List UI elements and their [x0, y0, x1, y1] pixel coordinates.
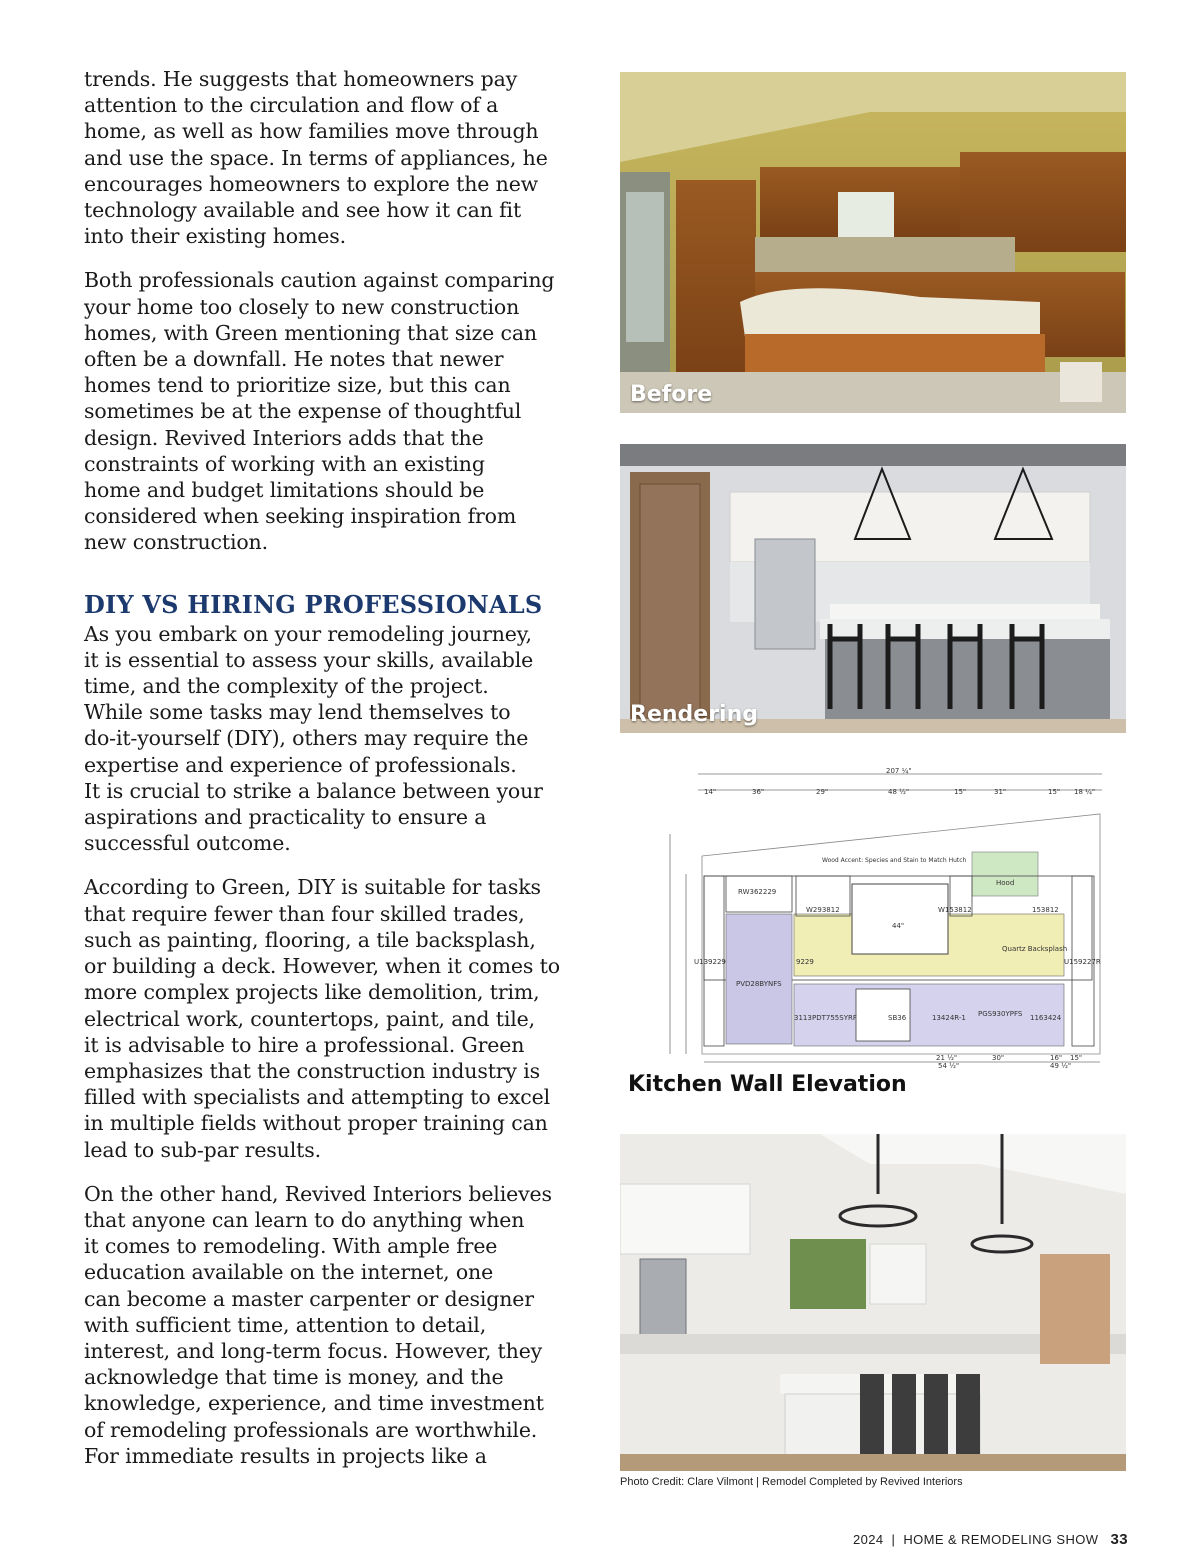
text-line: electrical work, countertops, paint, and tile,: [84, 1006, 536, 1031]
text-line: While some tasks may lend themselves to: [84, 700, 511, 725]
text-line: often be a downfall. He notes that newer: [84, 347, 504, 372]
footer-title: HOME & REMODELING SHOW: [903, 1532, 1099, 1547]
text-line: constraints of working with an existing: [84, 451, 485, 476]
text-line: or building a deck. However, when it comes to: [84, 954, 560, 979]
rendering-label: Rendering: [630, 702, 758, 727]
text-line: time, and the complexity of the project.: [84, 674, 489, 699]
elev-bottom-dims: [936, 1054, 1082, 1069]
elev-top-dim: 18 ¼": [1074, 788, 1096, 796]
text-line: expertise and experience of professionals.: [84, 752, 517, 777]
paragraph-4: [84, 874, 584, 1162]
elev-code: 1163424: [1030, 1014, 1062, 1022]
text-line: home and budget limitations should be: [84, 478, 485, 503]
article-text-column: [84, 66, 584, 1487]
elev-overall-width: 207 ¼": [886, 767, 912, 775]
text-line: it comes to remodeling. With ample free: [84, 1234, 498, 1259]
text-line: design. Revived Interiors adds that the: [84, 425, 484, 450]
page-footer: [853, 1531, 1128, 1548]
elev-top-dim: 15": [1048, 788, 1061, 796]
elev-top-dim: 36": [752, 788, 765, 796]
before-kitchen-illustration: [620, 72, 1126, 413]
text-line: can become a master carpenter or designer: [84, 1286, 534, 1311]
elev-top-dim: 14": [704, 788, 717, 796]
elev-code: PDT755SYRF: [812, 1014, 857, 1022]
before-photo: [620, 72, 1126, 413]
text-line: attention to the circulation and flow of a: [84, 93, 499, 118]
elev-bottom-dim: 15": [1070, 1054, 1083, 1062]
text-line: homes tend to prioritize size, but this can: [84, 373, 511, 398]
section-heading: DIY VS HIRING PROFESSIONALS: [84, 589, 543, 619]
text-line: that require fewer than four skilled trades,: [84, 901, 525, 926]
text-line: such as painting, flooring, a tile backsplash,: [84, 927, 536, 952]
footer-year: 2024: [852, 1532, 884, 1547]
elev-top-dim: 31": [994, 788, 1007, 796]
elev-top-dim: 15": [954, 788, 967, 796]
elev-code: U159227R: [1064, 958, 1101, 966]
elevation-illustration: [620, 764, 1126, 1069]
text-line: successful outcome.: [84, 831, 291, 856]
elev-code: PVD28BYNFS: [736, 980, 782, 988]
text-line: that anyone can learn to do anything when: [84, 1207, 525, 1232]
elev-code: U139229: [694, 958, 726, 966]
elev-top-dim: 29": [816, 788, 829, 796]
finished-kitchen-photo: [620, 1134, 1126, 1471]
text-line: your home too closely to new construction: [84, 294, 520, 319]
elevation-label: Kitchen Wall Elevation: [628, 1072, 907, 1097]
elev-bottom-dim: 21 ½": [936, 1054, 958, 1062]
before-label: Before: [630, 382, 713, 407]
text-line: homes, with Green mentioning that size can: [84, 320, 537, 345]
text-line: encourages homeowners to explore the new: [84, 171, 539, 196]
paragraph-5: [84, 1181, 584, 1469]
text-line: and use the space. In terms of appliances, he: [84, 145, 548, 170]
elev-code: 13424R-1: [932, 1014, 966, 1022]
elev-code: 3113: [794, 1014, 812, 1022]
text-line: technology available and see how it can fit: [84, 198, 522, 223]
text-line: it is essential to assess your skills, available: [84, 647, 534, 672]
elev-code: PGS930YPFS: [978, 1010, 1023, 1018]
paragraph-1: [84, 66, 584, 249]
text-line: lead to sub-par results.: [84, 1137, 321, 1162]
elev-bottom-dim: 49 ½": [1050, 1062, 1072, 1069]
text-line: considered when seeking inspiration from: [84, 504, 517, 529]
text-line: sometimes be at the expense of thoughtful: [84, 399, 522, 424]
elev-top-dim: 48 ½": [888, 788, 910, 796]
paragraph-3: [84, 621, 584, 857]
text-line: more complex projects like demolition, trim,: [84, 980, 540, 1005]
elev-accent-note: Wood Accent: Species and Stain to Match Hutch: [822, 857, 967, 864]
page-number: 33: [1110, 1531, 1128, 1548]
elev-code: SB36: [888, 1014, 907, 1022]
photo-credit: Photo Credit: Clare Vilmont | Remodel Completed by Revived Interiors: [620, 1476, 963, 1488]
text-line: emphasizes that the construction industry is: [84, 1058, 541, 1083]
text-line: As you embark on your remodeling journey,: [84, 621, 532, 646]
text-line: Both professionals caution against comparing: [84, 268, 555, 293]
elev-backsplash: Quartz Backsplash: [1002, 945, 1068, 953]
text-line: According to Green, DIY is suitable for tasks: [84, 875, 541, 900]
text-line: interest, and long-term focus. However, they: [84, 1338, 543, 1363]
elev-bottom-dim: 30": [992, 1054, 1005, 1062]
text-line: acknowledge that time is money, and the: [84, 1365, 504, 1390]
elev-code: 153812: [1032, 906, 1059, 914]
text-line: with sufficient time, attention to detail,: [84, 1312, 487, 1337]
text-line: it is advisable to hire a professional. Green: [84, 1032, 525, 1057]
elev-code: 9229: [796, 958, 814, 966]
elev-hood: Hood: [996, 879, 1015, 887]
elev-code: RW362229: [738, 888, 777, 896]
text-line: On the other hand, Revived Interiors believes: [84, 1181, 552, 1206]
text-line: aspirations and practicality to ensure a: [84, 805, 487, 830]
kitchen-elevation-drawing: [620, 764, 1126, 1069]
text-line: trends. He suggests that homeowners pay: [84, 67, 518, 91]
rendering-image: [620, 444, 1126, 733]
elev-code: W293812: [806, 906, 840, 914]
elev-bottom-dim: 16": [1050, 1054, 1063, 1062]
text-line: It is crucial to strike a balance between your: [84, 778, 543, 803]
text-line: For immediate results in projects like a: [84, 1443, 487, 1468]
text-line: filled with specialists and attempting to excel: [84, 1085, 551, 1110]
elev-width-44: 44": [892, 922, 905, 930]
footer-separator: |: [891, 1532, 896, 1547]
text-line: in multiple fields without proper training can: [84, 1111, 548, 1136]
paragraph-2: [84, 267, 584, 555]
text-line: knowledge, experience, and time investment: [84, 1391, 544, 1416]
text-line: of remodeling professionals are worthwhile.: [84, 1417, 538, 1442]
text-line: into their existing homes.: [84, 224, 346, 249]
elev-code: W153812: [938, 906, 972, 914]
elev-bottom-dim: 54 ½": [938, 1062, 960, 1069]
text-line: education available on the internet, one: [84, 1260, 494, 1285]
text-line: new construction.: [84, 530, 268, 555]
text-line: home, as well as how families move through: [84, 119, 539, 144]
finished-kitchen-illustration: [620, 1134, 1126, 1471]
rendering-kitchen-illustration: [620, 444, 1126, 733]
elev-top-dims: [704, 788, 1095, 796]
text-line: do-it-yourself (DIY), others may require the: [84, 726, 529, 751]
